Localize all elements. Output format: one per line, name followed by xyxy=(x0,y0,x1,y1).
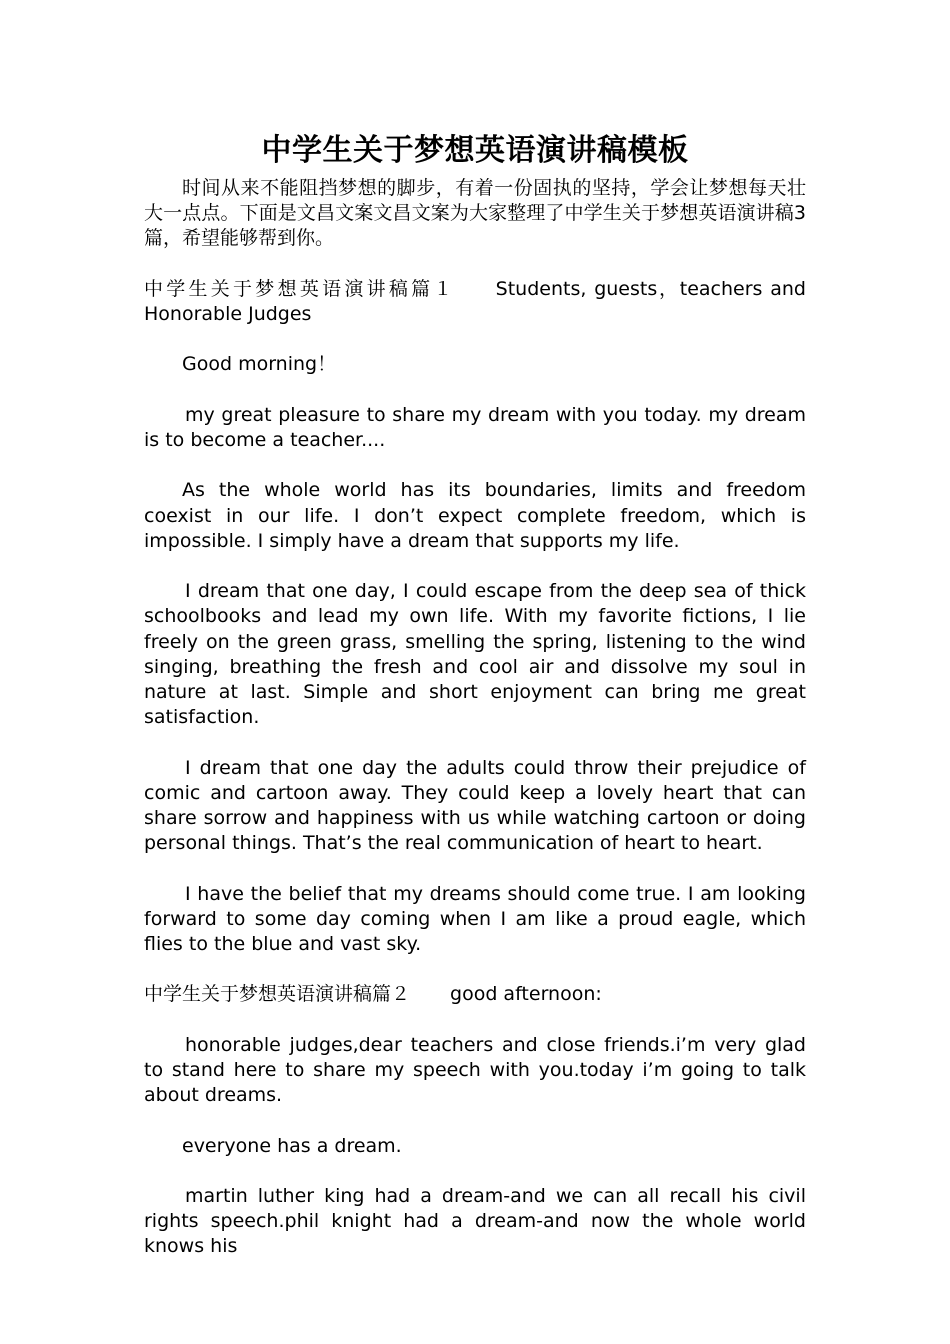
paragraph: I dream that one day, I could escape from the deep sea of thick schoolbooks and lead my own life. With my favorite fictions, I lie freely on the green grass, smelling the spring, listening to the wind singing, breathing the fresh and cool air and dissolve my soul in nature at last. Simple and short enjoyment can bring me great satisfaction. xyxy=(144,580,806,729)
section1-heading: 中学生关于梦想英语演讲稿篇１ xyxy=(144,277,456,300)
section2-salutation: good afternoon: xyxy=(450,983,602,1006)
paragraph: martin luther king had a dream-and we can all recall his civil rights speech.phil knight had a dream-and now the whole world knows his xyxy=(144,1184,806,1258)
section1-heading-line xyxy=(144,277,806,327)
section1-salutation: Students, guests，teachers and Honorable Judges xyxy=(144,277,806,325)
intro-paragraph: 时间从来不能阻挡梦想的脚步，有着一份固执的坚持，学会让梦想每天壮大一点点。下面是文昌文案文昌文案为大家整理了中学生关于梦想英语演讲稿3篇，希望能够帮到你。 xyxy=(144,177,806,250)
paragraph: honorable judges,dear teachers and close friends.i’m very glad to stand here to share my speech with you.today i’m going to talk about dreams. xyxy=(144,1033,806,1107)
paragraph: my great pleasure to share my dream with you today. my dream is to become a teacher.... xyxy=(144,403,806,451)
paragraph: I have the belief that my dreams should come true. I am looking forward to some day coming when I am like a proud eagle, which flies to the blue and vast sky. xyxy=(144,882,806,955)
document-body xyxy=(144,176,806,1260)
paragraph: I dream that one day the adults could throw their prejudice of comic and cartoon away. They could keep a lovely heart that can share sorrow and happiness with us while watching cartoon or doing personal things. That’s the real communication of heart to heart. xyxy=(144,756,806,855)
section2-heading-line xyxy=(144,982,806,1007)
document-title: 中学生关于梦想英语演讲稿模板 xyxy=(261,133,689,168)
paragraph: As the whole world has its boundaries, limits and freedom coexist in our life. I don’t expect complete freedom, which is impossible. I simply have a dream that supports my life. xyxy=(144,479,806,552)
paragraph: everyone has a dream. xyxy=(182,1134,402,1157)
paragraph: Good morning！ xyxy=(182,353,337,376)
section2-heading: 中学生关于梦想英语演讲稿篇２ xyxy=(144,983,411,1006)
